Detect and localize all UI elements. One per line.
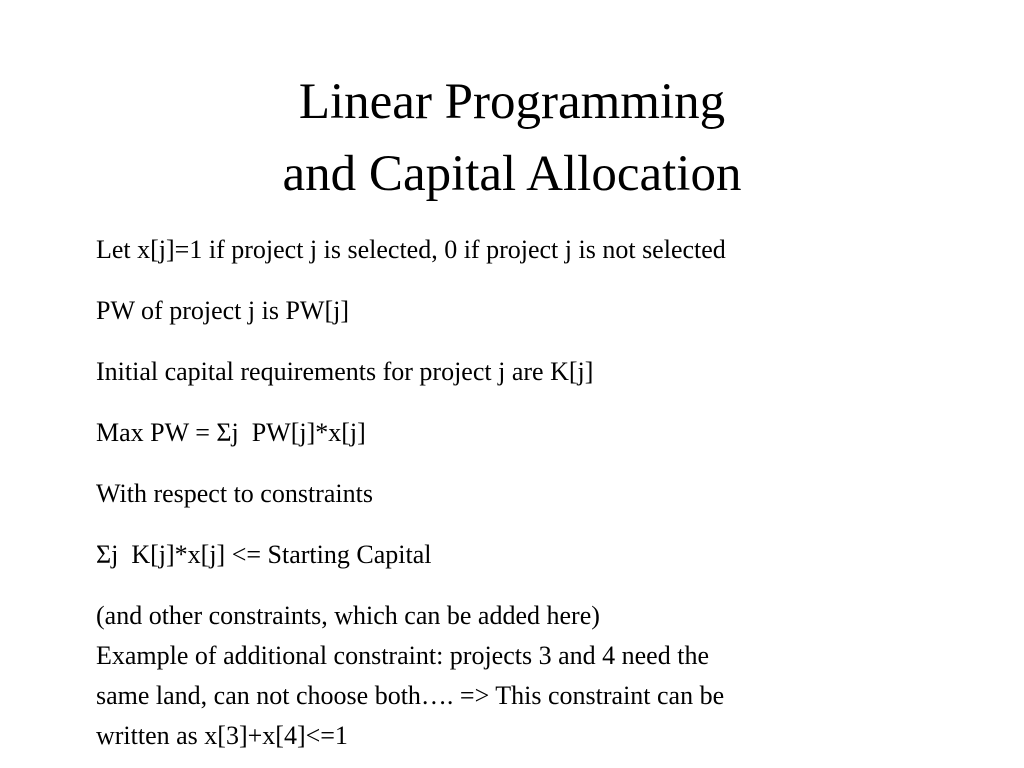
body-line-example-3: written as x[3]+x[4]<=1 bbox=[96, 721, 348, 750]
spacer bbox=[96, 270, 956, 291]
body-line-objective: Max PW = Σj PW[j]*x[j] bbox=[96, 418, 366, 447]
body-line-constraints-heading: With respect to constraints bbox=[96, 479, 373, 508]
title-line-2: and Capital Allocation bbox=[282, 146, 742, 202]
spacer bbox=[96, 575, 956, 596]
body-line-capital: Initial capital requirements for project j are K[j] bbox=[96, 357, 594, 386]
body-line-capital-constraint: Σj K[j]*x[j] <= Starting Capital bbox=[96, 540, 432, 569]
spacer bbox=[96, 331, 956, 352]
title-line-1: Linear Programming bbox=[298, 74, 726, 130]
slide-title bbox=[0, 66, 1024, 210]
body-line-other-constraints: (and other constraints, which can be added here) bbox=[96, 601, 600, 630]
spacer bbox=[96, 453, 956, 474]
body-line-pw: PW of project j is PW[j] bbox=[96, 296, 349, 325]
spacer bbox=[96, 514, 956, 535]
body-line-example-2: same land, can not choose both…. => This constraint can be bbox=[96, 681, 725, 710]
spacer bbox=[96, 392, 956, 413]
body-line-example-1: Example of additional constraint: projects 3 and 4 need the bbox=[96, 641, 709, 670]
body-line-definition: Let x[j]=1 if project j is selected, 0 if project j is not selected bbox=[96, 235, 726, 264]
slide-body bbox=[96, 230, 956, 756]
